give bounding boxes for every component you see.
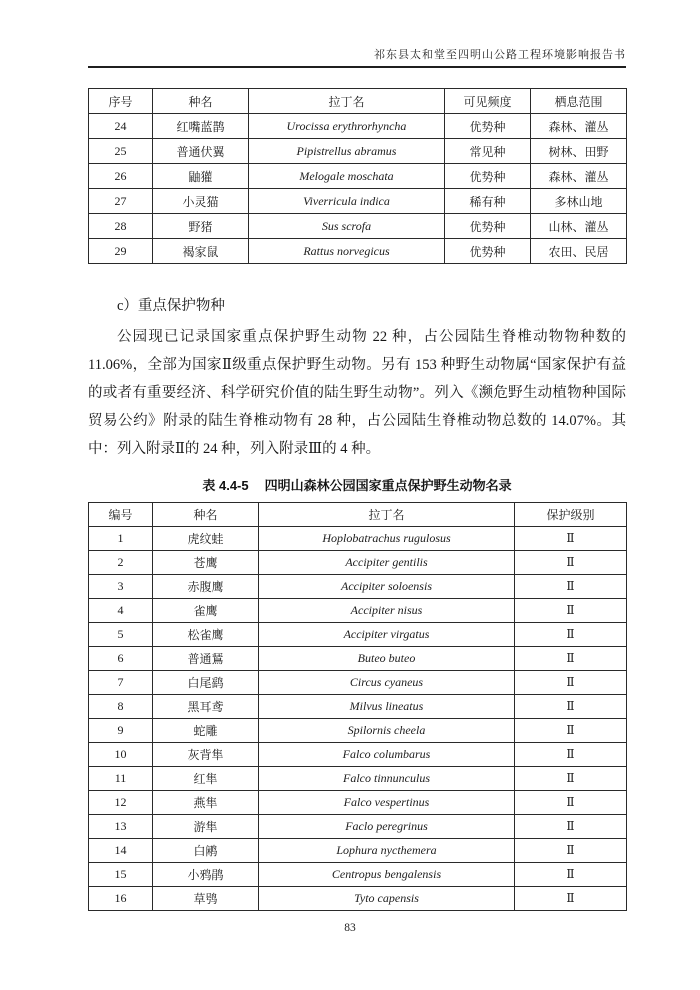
species-frequency-table-body: [89, 114, 627, 264]
table-header-row: [89, 89, 627, 114]
cell-habitat: 山林、灌丛: [531, 214, 627, 239]
cell-protection-level: Ⅱ: [515, 791, 627, 815]
table-row: [89, 791, 627, 815]
cell-number: 8: [89, 695, 153, 719]
col-header-species: 种名: [153, 503, 259, 527]
cell-number: 12: [89, 791, 153, 815]
cell-latin-name: Melogale moschata: [249, 164, 445, 189]
cell-species: 普通鵟: [153, 647, 259, 671]
cell-index: 28: [89, 214, 153, 239]
table-row: [89, 214, 627, 239]
cell-latin-name: Falco tinnunculus: [259, 767, 515, 791]
table-caption: [88, 475, 626, 494]
cell-latin-name: Accipiter gentilis: [259, 551, 515, 575]
table-row: [89, 599, 627, 623]
cell-protection-level: Ⅱ: [515, 719, 627, 743]
cell-latin-name: Sus scrofa: [249, 214, 445, 239]
cell-species: 虎纹蛙: [153, 527, 259, 551]
cell-species: 白鹇: [153, 839, 259, 863]
col-header-species: 种名: [153, 89, 249, 114]
table-row: [89, 139, 627, 164]
table-row: [89, 189, 627, 214]
cell-latin-name: Centropus bengalensis: [259, 863, 515, 887]
cell-frequency: 优势种: [445, 164, 531, 189]
cell-index: 26: [89, 164, 153, 189]
cell-number: 6: [89, 647, 153, 671]
cell-frequency: 常见种: [445, 139, 531, 164]
cell-habitat: 农田、民居: [531, 239, 627, 264]
table-row: [89, 743, 627, 767]
protected-animals-table-header: [89, 503, 627, 527]
table-header-row: [89, 503, 627, 527]
cell-number: 15: [89, 863, 153, 887]
cell-number: 5: [89, 623, 153, 647]
report-title: 祁东县太和堂至四明山公路工程环境影响报告书: [374, 49, 626, 61]
col-header-habitat: 栖息范围: [531, 89, 627, 114]
table-row: [89, 114, 627, 139]
cell-species: 苍鹰: [153, 551, 259, 575]
cell-protection-level: Ⅱ: [515, 767, 627, 791]
document-page: [88, 0, 626, 911]
running-header: [88, 0, 626, 68]
col-header-latin: 拉丁名: [249, 89, 445, 114]
cell-number: 11: [89, 767, 153, 791]
cell-latin-name: Circus cyaneus: [259, 671, 515, 695]
table-row: [89, 623, 627, 647]
cell-latin-name: Milvus lineatus: [259, 695, 515, 719]
cell-protection-level: Ⅱ: [515, 551, 627, 575]
table-row: [89, 239, 627, 264]
section-heading: c）重点保护物种: [117, 298, 225, 314]
cell-index: 25: [89, 139, 153, 164]
cell-latin-name: Spilornis cheela: [259, 719, 515, 743]
table-row: [89, 719, 627, 743]
cell-species: 灰背隼: [153, 743, 259, 767]
cell-species: 野猪: [153, 214, 249, 239]
cell-latin-name: Hoplobatrachus rugulosus: [259, 527, 515, 551]
cell-latin-name: Accipiter virgatus: [259, 623, 515, 647]
cell-species: 松雀鹰: [153, 623, 259, 647]
cell-number: 10: [89, 743, 153, 767]
cell-frequency: 优势种: [445, 214, 531, 239]
cell-species: 黑耳鸢: [153, 695, 259, 719]
table-caption-title: 四明山森林公园国家重点保护野生动物名录: [264, 478, 512, 493]
cell-number: 14: [89, 839, 153, 863]
cell-protection-level: Ⅱ: [515, 695, 627, 719]
cell-number: 1: [89, 527, 153, 551]
cell-latin-name: Urocissa erythrorhyncha: [249, 114, 445, 139]
cell-protection-level: Ⅱ: [515, 671, 627, 695]
col-header-protection-level: 保护级别: [515, 503, 627, 527]
cell-frequency: 稀有种: [445, 189, 531, 214]
col-header-latin: 拉丁名: [259, 503, 515, 527]
cell-protection-level: Ⅱ: [515, 815, 627, 839]
cell-species: 小灵猫: [153, 189, 249, 214]
cell-latin-name: Accipiter nisus: [259, 599, 515, 623]
table-row: [89, 863, 627, 887]
cell-habitat: 多林山地: [531, 189, 627, 214]
cell-species: 小鸦鹃: [153, 863, 259, 887]
cell-latin-name: Rattus norvegicus: [249, 239, 445, 264]
cell-species: 雀鹰: [153, 599, 259, 623]
cell-species: 普通伏翼: [153, 139, 249, 164]
table-row: [89, 164, 627, 189]
cell-latin-name: Accipiter soloensis: [259, 575, 515, 599]
table-row: [89, 671, 627, 695]
table-row: [89, 815, 627, 839]
protected-animals-table: [88, 502, 627, 911]
species-frequency-table-header: [89, 89, 627, 114]
species-frequency-table: [88, 88, 627, 264]
protected-animals-table-body: [89, 527, 627, 911]
cell-species: 蛇雕: [153, 719, 259, 743]
cell-protection-level: Ⅱ: [515, 623, 627, 647]
col-header-frequency: 可见频度: [445, 89, 531, 114]
cell-species: 游隼: [153, 815, 259, 839]
cell-number: 7: [89, 671, 153, 695]
cell-protection-level: Ⅱ: [515, 743, 627, 767]
table-row: [89, 887, 627, 911]
cell-number: 4: [89, 599, 153, 623]
cell-protection-level: Ⅱ: [515, 599, 627, 623]
cell-latin-name: Pipistrellus abramus: [249, 139, 445, 164]
cell-protection-level: Ⅱ: [515, 647, 627, 671]
cell-frequency: 优势种: [445, 114, 531, 139]
cell-latin-name: Tyto capensis: [259, 887, 515, 911]
cell-number: 3: [89, 575, 153, 599]
table-row: [89, 767, 627, 791]
cell-frequency: 优势种: [445, 239, 531, 264]
cell-index: 24: [89, 114, 153, 139]
cell-species: 燕隼: [153, 791, 259, 815]
cell-protection-level: Ⅱ: [515, 527, 627, 551]
cell-species: 白尾鹞: [153, 671, 259, 695]
cell-protection-level: Ⅱ: [515, 863, 627, 887]
table-row: [89, 575, 627, 599]
cell-latin-name: Faclo peregrinus: [259, 815, 515, 839]
body-paragraph: 公园现已记录国家重点保护野生动物 22 种，占公园陆生脊椎动物物种数的 11.06%，全部为国家Ⅱ级重点保护野生动物。另有 153 种野生动物属“国家保护有益的或者有重要经济、科学研究价值的陆生野生动物”。列入《濒危野生动植物种国际贸易公约》附录的陆生脊椎动物有 28 种，占公园陆生脊椎动物总数的 14.07%。其中：列入附录Ⅱ的 24 种，列入附录Ⅲ的 4 种。: [88, 329, 626, 457]
cell-protection-level: Ⅱ: [515, 575, 627, 599]
cell-latin-name: Viverricula indica: [249, 189, 445, 214]
cell-habitat: 森林、灌丛: [531, 164, 627, 189]
cell-index: 27: [89, 189, 153, 214]
table-row: [89, 839, 627, 863]
cell-latin-name: Buteo buteo: [259, 647, 515, 671]
cell-habitat: 树林、田野: [531, 139, 627, 164]
table-row: [89, 527, 627, 551]
cell-number: 2: [89, 551, 153, 575]
table-row: [89, 647, 627, 671]
table-row: [89, 695, 627, 719]
cell-habitat: 森林、灌丛: [531, 114, 627, 139]
cell-species: 红嘴蓝鹊: [153, 114, 249, 139]
cell-latin-name: Falco columbarus: [259, 743, 515, 767]
cell-index: 29: [89, 239, 153, 264]
header-rule: [88, 66, 626, 68]
cell-species: 褐家鼠: [153, 239, 249, 264]
cell-latin-name: Lophura nycthemera: [259, 839, 515, 863]
cell-protection-level: Ⅱ: [515, 839, 627, 863]
cell-number: 13: [89, 815, 153, 839]
table-row: [89, 551, 627, 575]
cell-species: 赤腹鹰: [153, 575, 259, 599]
cell-number: 9: [89, 719, 153, 743]
cell-species: 鼬獾: [153, 164, 249, 189]
col-header-number: 编号: [89, 503, 153, 527]
col-header-index: 序号: [89, 89, 153, 114]
cell-species: 草鸮: [153, 887, 259, 911]
cell-number: 16: [89, 887, 153, 911]
table-caption-label: 表 4.4-5: [202, 478, 249, 493]
cell-species: 红隼: [153, 767, 259, 791]
cell-latin-name: Falco vespertinus: [259, 791, 515, 815]
cell-protection-level: Ⅱ: [515, 887, 627, 911]
page-number: 83: [344, 922, 356, 934]
